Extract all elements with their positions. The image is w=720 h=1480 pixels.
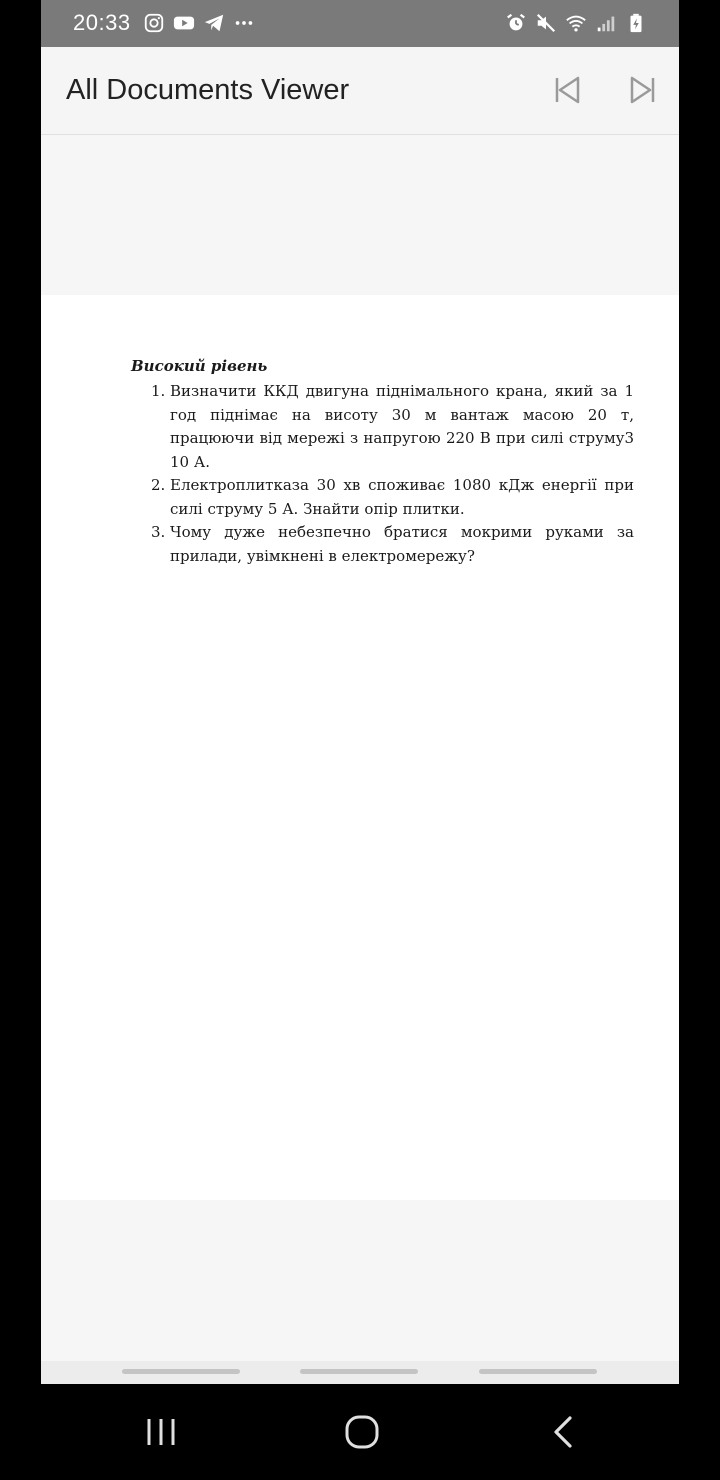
- page-content: [131, 357, 634, 568]
- system-navigation-bar: [0, 1384, 720, 1480]
- system-status-icons: [505, 12, 647, 34]
- document-page: [41, 295, 679, 1200]
- task-text: Електроплитказа 30 хв споживає 1080 кДж енергії при силі струму 5 А. Знайти опір плитки.: [170, 476, 634, 518]
- scroll-segment: [479, 1369, 597, 1374]
- recents-icon[interactable]: [143, 1414, 179, 1450]
- task-item: [131, 474, 634, 521]
- scroll-segment: [300, 1369, 418, 1374]
- notification-icons: [143, 12, 255, 34]
- instagram-icon: [143, 12, 165, 34]
- battery-charging-icon: [625, 12, 647, 34]
- more-dots-icon: [233, 12, 255, 34]
- task-number: 3.: [151, 523, 166, 541]
- task-number: 1.: [151, 382, 166, 400]
- task-text: Чому дуже небезпечно братися мокрими руками за прилади, увімкнені в електромережу?: [170, 523, 634, 565]
- mute-icon: [535, 12, 557, 34]
- app-title: All Documents Viewer: [66, 74, 350, 106]
- telegram-icon: [203, 12, 225, 34]
- task-list: [131, 380, 634, 568]
- skip-first-icon[interactable]: [551, 73, 585, 107]
- home-icon[interactable]: [344, 1414, 380, 1450]
- scroll-segment: [122, 1369, 240, 1374]
- wifi-icon: [565, 12, 587, 34]
- app-bar: [41, 47, 679, 135]
- alarm-icon: [505, 12, 527, 34]
- scroll-indicator: [41, 1361, 679, 1384]
- status-time: 20:33: [73, 10, 131, 35]
- task-number: 2.: [151, 476, 166, 494]
- skip-last-icon[interactable]: [625, 73, 659, 107]
- status-bar: [41, 0, 679, 47]
- back-icon[interactable]: [546, 1414, 582, 1450]
- task-item: [131, 521, 634, 568]
- youtube-icon: [173, 12, 195, 34]
- task-item: [131, 380, 634, 474]
- signal-icon: [595, 12, 617, 34]
- document-viewport[interactable]: [41, 135, 679, 1361]
- task-text: Визначити ККД двигуна піднімального крана, який за 1 год піднімає на висоту 30 м вантаж масою 20 т, працюючи від мережі з напругою 220 В при силі струму3 10 А.: [170, 382, 634, 471]
- section-heading: Високий рівень: [131, 357, 268, 375]
